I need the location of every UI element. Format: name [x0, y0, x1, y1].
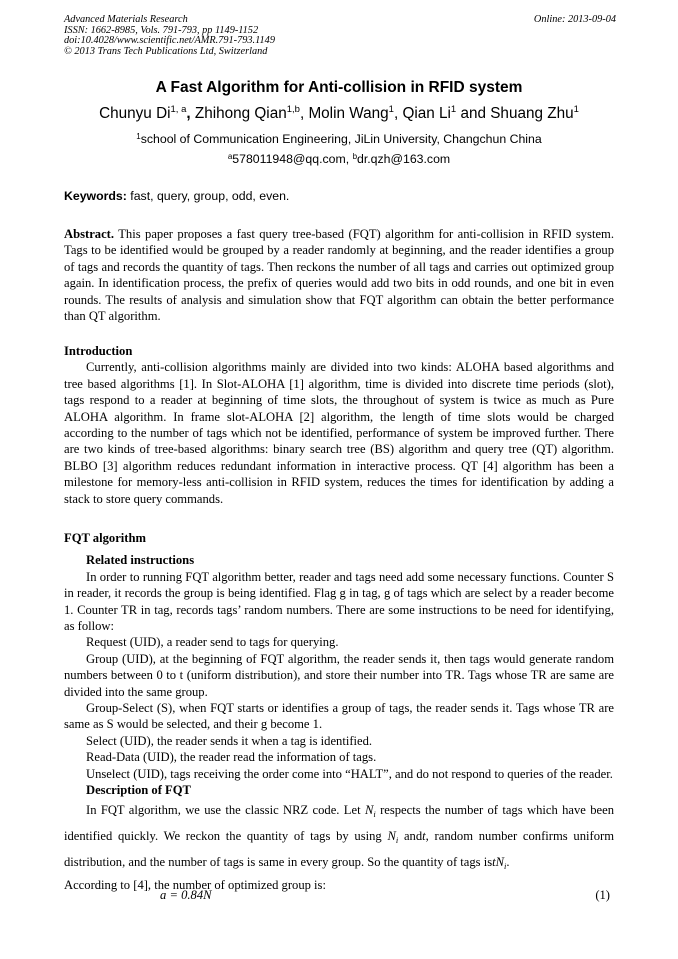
journal-name: Advanced Materials Research: [64, 14, 188, 25]
author: Qian Li$^1$ and: [402, 104, 491, 122]
paragraph: Group (UID), at the beginning of FQT algorithm, the reader sends it, then tags would generate random numbers between 0 to t (uniform distribution), and store their number into TR. Tags whose TR are same are divided into the same group.: [64, 651, 614, 699]
author: Molin Wang$^1$,: [308, 104, 403, 122]
introduction-section: [64, 343, 614, 507]
paragraph: In order to running FQT algorithm better, reader and tags need add some necessary functions. Counter S in reader, it records the group is being identified. Flag g in tag, g of tags which are select by a reader become 1. Counter TR in tag, records tags’ random numbers. There are some instructions to be need for identifying, as follow:: [64, 569, 614, 634]
fqt-section: [64, 530, 614, 893]
introduction-paragraph: Currently, anti-collision algorithms mainly are divided into two kinds: ALOHA based algorithms and tree based algorithms [1]. In Slot-ALOHA [1] algorithm, time is divided into discrete time periods (slot), tags respond to a reader at beginning of time slots, the throughout of system is twice as much as Pure ALOHA algorithm. In frame slot-ALOHA [2] algorithm, the length of time slots would be charged according to the number of tags which not be identified, performance of system be improved further. There are two kinds of tree-based algorithms: binary search tree (BS) algorithm and query tree (QT) algorithm. BLBO [3] algorithm reduces redundant information in interactive process. QT [4] algorithm has been a milestone for memory-less anti-collision in RFID system, reduces the times for identification by adding a stack to store query commands.: [64, 360, 614, 506]
abstract-label: Abstract.: [64, 227, 115, 241]
email-b[interactable]: dr.qzh@163.com: [357, 152, 451, 166]
email-a[interactable]: 578011948@qq.com,: [232, 152, 353, 166]
issn-line: ISSN: 1662-8985, Vols. 791-793, pp 1149-1152: [64, 24, 259, 36]
affiliation: $^1$school of Communication Engineering, JiLin University, Changchun China: [136, 132, 542, 146]
author: Zhihong Qian$^{1,b}$,: [194, 104, 309, 122]
related-instructions-heading: Related instructions: [86, 553, 195, 568]
author: Chunyu Di$^{1, a}$,: [99, 104, 195, 122]
author: Shuang Zhu$^1$: [490, 104, 579, 122]
introduction-heading: Introduction: [64, 344, 133, 358]
doi-line[interactable]: doi:10.4028/www.scientific.net/AMR.791-793.1149: [64, 35, 275, 46]
keywords-text: fast, query, group, odd, even.: [126, 189, 290, 203]
abstract-text: This paper proposes a fast query tree-based (FQT) algorithm for anti-collision in RFID system. Tags to be identified would be grouped by a reader randomly at beginning, and the reader identifies a group of tags and records the quantity of tags. Then reckons the number of all tags and carries out optimized group again. In identification process, the prefix of queries would add two bits in odd rounds, and one bit in even rounds. The results of analysis and simulation show that FQT algorithm can obtain the better performance than QT algorithm.: [64, 227, 614, 324]
keywords-label: Keywords:: [64, 189, 127, 203]
paragraph: Request (UID), a reader send to tags for querying.: [86, 635, 339, 650]
paragraph: Group-Select (S), when FQT starts or identifies a group of tags, the reader sends it. Tags whose TR are same as S would be selected, and their g become 1.: [64, 701, 614, 732]
paragraph: In FQT algorithm, we use the classic NRZ code. Let $N_i$ respects the number of tags which have been identified quickly. We reckon the quantity of tags by using $N_i$ andt, random number confirms uniform distribution, and the number of tags is same in every group. So the quantity of tags istN$_i$.: [64, 802, 614, 871]
fqt-heading: FQT algorithm: [64, 531, 146, 545]
keywords: [64, 189, 289, 203]
paragraph: Read-Data (UID), the reader read the information of tags.: [86, 750, 377, 765]
equation-expression: a = 0.84N: [160, 888, 212, 902]
author-emails: $^a$578011948@qq.com, $^b$dr.qzh@163.com: [227, 152, 451, 166]
description-heading: Description of FQT: [86, 783, 191, 798]
equation-number: (1): [595, 888, 610, 902]
paragraph: According to [4], the number of optimized group is:: [64, 877, 326, 892]
journal-header: [64, 15, 616, 57]
abstract: [64, 226, 614, 324]
paper-title: A Fast Algorithm for Anti-collision in RFID system: [155, 79, 523, 96]
author-list: [0, 104, 678, 123]
online-date: Online: 2013-09-04: [533, 14, 616, 25]
copyright-line: © 2013 Trans Tech Publications Ltd, Switzerland: [64, 45, 268, 57]
paragraph: Select (UID), the reader sends it when a tag is identified.: [86, 733, 373, 748]
paragraph: Unselect (UID), tags receiving the order come into “HALT”, and do not respond to queries of the reader.: [86, 766, 613, 781]
